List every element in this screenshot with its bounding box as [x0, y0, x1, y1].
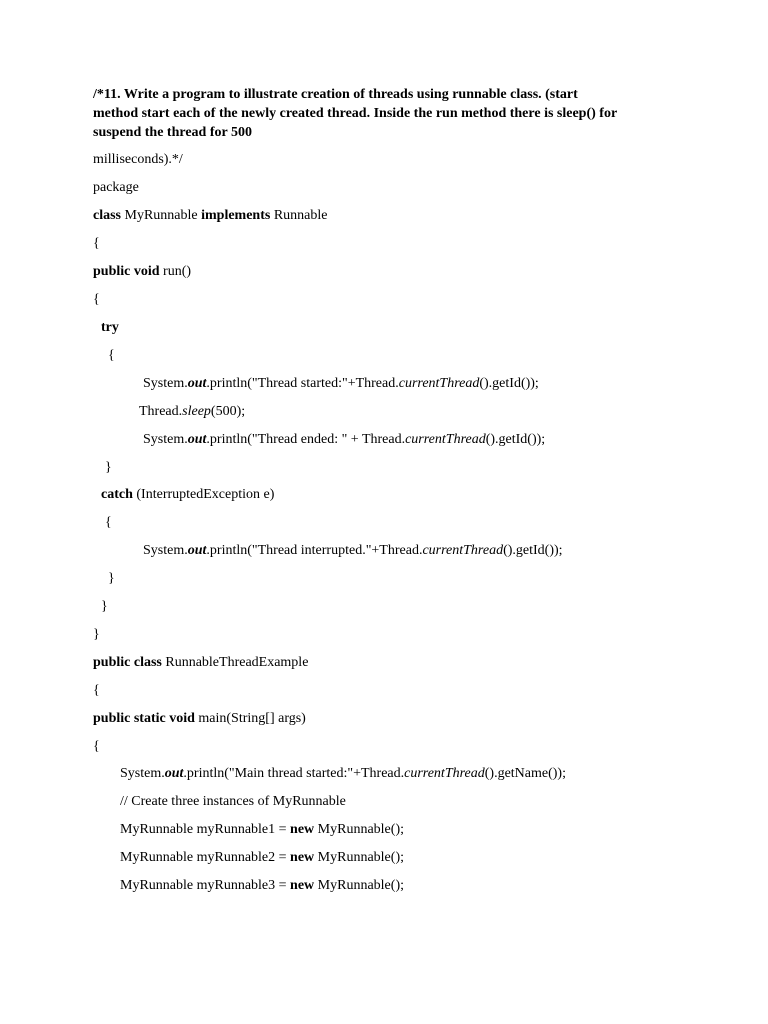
comment-text: // Create three instances of MyRunnable — [120, 794, 346, 809]
code-text: System. — [143, 376, 188, 391]
code-text: (InterruptedException e) — [132, 487, 275, 502]
code-line — [120, 765, 566, 783]
code-text: MyRunnable(); — [314, 850, 404, 865]
code-text: .println("Main thread started:"+Thread. — [183, 766, 405, 781]
method-ref: currentThread — [398, 376, 480, 391]
keyword: try — [101, 320, 119, 335]
field-ref: out — [187, 376, 207, 391]
heading-line: suspend the thread for 500 — [93, 125, 252, 140]
brace: { — [93, 683, 100, 698]
code-line — [93, 654, 308, 672]
code-text: .println("Thread ended: " + Thread. — [206, 432, 406, 447]
keyword: new — [290, 822, 315, 837]
assignment-heading — [93, 85, 693, 142]
code-line — [143, 542, 563, 560]
keyword: public class — [93, 655, 162, 670]
keyword: implements — [201, 208, 271, 223]
code-line — [93, 179, 139, 197]
code-text: Thread. — [139, 404, 183, 419]
brace: { — [93, 292, 100, 307]
code-text: (500); — [210, 404, 246, 419]
brace: } — [108, 571, 115, 586]
code-line — [120, 877, 404, 895]
method-ref: sleep — [182, 404, 211, 419]
code-line — [105, 514, 112, 532]
code-line — [101, 598, 108, 616]
code-line — [101, 486, 274, 504]
code-line — [101, 319, 119, 337]
heading-line: /*11. Write a program to illustrate creation of threads using runnable class. (start — [93, 87, 578, 102]
brace: { — [93, 236, 100, 251]
field-ref: out — [187, 432, 207, 447]
code-line — [143, 431, 545, 449]
method-ref: currentThread — [422, 543, 504, 558]
code-line — [93, 291, 100, 309]
code-line — [120, 821, 404, 839]
field-ref: out — [187, 543, 207, 558]
code-line — [93, 710, 306, 728]
code-line — [108, 570, 115, 588]
code-text: .println("Thread interrupted."+Thread. — [206, 543, 423, 558]
code-line — [93, 738, 100, 756]
code-line — [93, 151, 183, 169]
code-line — [139, 403, 245, 421]
code-line — [105, 459, 112, 477]
code-text: Runnable — [270, 208, 328, 223]
code-text: System. — [143, 432, 188, 447]
code-text: MyRunnable(); — [314, 822, 404, 837]
code-line — [120, 849, 404, 867]
code-line — [93, 682, 100, 700]
code-line — [93, 263, 191, 281]
field-ref: out — [164, 766, 184, 781]
method-ref: currentThread — [405, 432, 486, 447]
brace: } — [105, 460, 112, 475]
brace: } — [101, 599, 108, 614]
code-text: ().getId()); — [503, 543, 563, 558]
comment-text: milliseconds).*/ — [93, 152, 183, 167]
keyword: public static void — [93, 711, 195, 726]
code-text: package — [93, 180, 139, 195]
code-text: MyRunnable myRunnable2 = — [120, 850, 291, 865]
brace: { — [108, 348, 115, 363]
code-line — [93, 235, 100, 253]
code-text: MyRunnable myRunnable3 = — [120, 878, 291, 893]
code-line — [143, 375, 539, 393]
code-text: RunnableThreadExample — [161, 655, 309, 670]
brace: } — [93, 627, 100, 642]
code-text: System. — [120, 766, 165, 781]
keyword: new — [290, 878, 315, 893]
code-text: ().getName()); — [484, 766, 566, 781]
code-text: main(String[] args) — [194, 711, 306, 726]
brace: { — [105, 515, 112, 530]
code-text: MyRunnable — [121, 208, 202, 223]
method-ref: currentThread — [404, 766, 485, 781]
code-text: .println("Thread started:"+Thread. — [206, 376, 399, 391]
code-text: ().getId()); — [479, 376, 539, 391]
brace: { — [93, 739, 100, 754]
heading-line: method start each of the newly created thread. Inside the run method there is sleep() for — [93, 106, 618, 121]
code-text: System. — [143, 543, 188, 558]
keyword: new — [290, 850, 315, 865]
keyword: public void — [93, 264, 160, 279]
code-line — [108, 347, 115, 365]
code-text: MyRunnable myRunnable1 = — [120, 822, 291, 837]
code-text: ().getId()); — [485, 432, 546, 447]
code-text: MyRunnable(); — [314, 878, 404, 893]
code-line — [120, 793, 346, 811]
keyword: class — [93, 208, 121, 223]
code-line — [93, 626, 100, 644]
code-text: run() — [159, 264, 192, 279]
keyword: catch — [101, 487, 133, 502]
code-line — [93, 207, 327, 225]
